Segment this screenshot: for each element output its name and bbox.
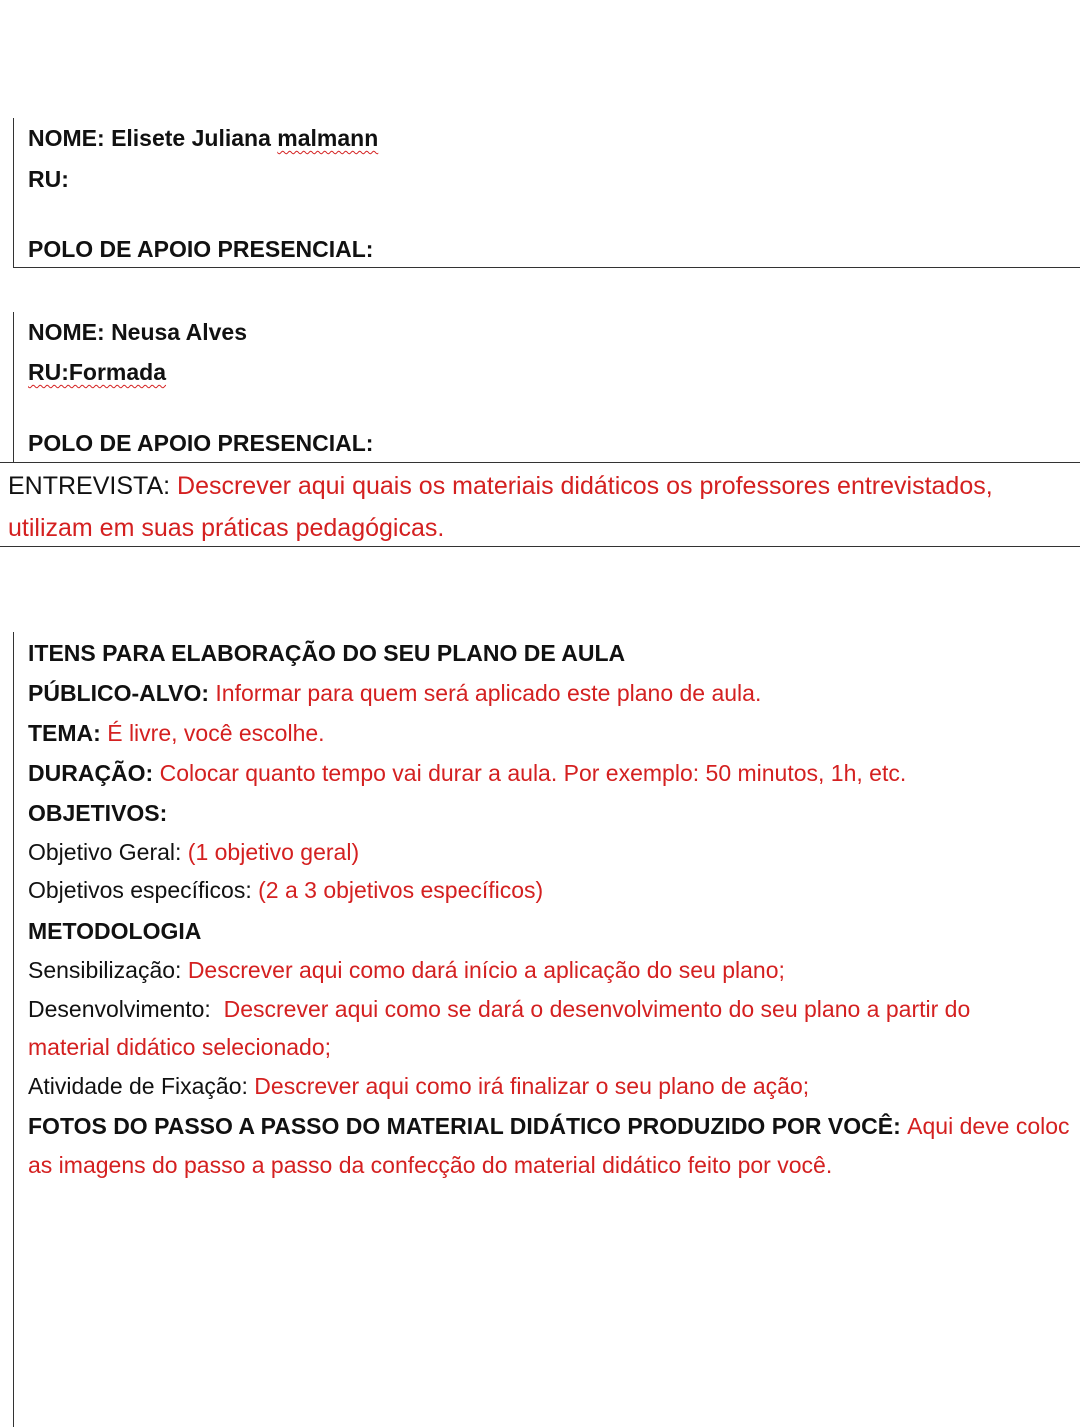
desenvolvimento-text-line2: material didático selecionado; xyxy=(28,1034,332,1060)
objetivos-heading: OBJETIVOS: xyxy=(28,800,168,826)
block1-nome xyxy=(28,123,378,153)
sensibilizacao-text: Descrever aqui como dará início a aplicação do seu plano; xyxy=(187,957,785,983)
block2-ru xyxy=(28,357,166,387)
sensibilizacao xyxy=(28,955,785,985)
metodologia-heading: METODOLOGIA xyxy=(28,918,202,944)
objetivos-especificos xyxy=(28,875,543,905)
entrevista-label: ENTREVISTA: xyxy=(8,472,178,500)
duracao-text: Colocar quanto tempo vai durar a aula. Por exemplo: 50 minutos, 1h, etc. xyxy=(159,760,907,786)
objetivos-especificos-text: (2 a 3 objetivos específicos) xyxy=(258,877,544,903)
desenvolvimento-label: Desenvolvimento: xyxy=(28,996,224,1022)
divider-block1 xyxy=(13,267,1080,268)
fotos-text-line1: Aqui deve coloc xyxy=(907,1113,1070,1139)
entrevista-text: Descrever aqui quais os materiais didáticos os professores entrevistados, utilizam em suas práticas pedagógicas. xyxy=(8,472,993,542)
publico-alvo-text: Informar para quem será aplicado este plano de aula. xyxy=(215,680,762,706)
block2-nome xyxy=(28,317,247,347)
publico-alvo xyxy=(28,678,761,708)
block1-nome-misspelled: malmann xyxy=(277,125,379,151)
tema-text: É livre, você escolhe. xyxy=(107,720,325,746)
fixacao-text: Descrever aqui como irá finalizar o seu plano de ação; xyxy=(254,1073,810,1099)
block2-polo: POLO DE APOIO PRESENCIAL: xyxy=(28,430,374,456)
objetivo-geral xyxy=(28,837,359,867)
block2-ru-text: RU:Formada xyxy=(28,359,167,385)
margin-line-items xyxy=(13,632,14,1427)
block1-nome-value: Elisete Juliana xyxy=(111,125,278,151)
duracao-label: DURAÇÃO: xyxy=(28,760,160,786)
fotos-label: FOTOS DO PASSO A PASSO DO MATERIAL DIDÁTICO PRODUZIDO POR VOCÊ: xyxy=(28,1113,908,1139)
objetivos-especificos-label: Objetivos específicos: xyxy=(28,877,259,903)
margin-line-block2 xyxy=(13,312,14,462)
fotos-text-line2: as imagens do passo a passo da confecção do material didático feito por você. xyxy=(28,1152,833,1178)
atividade-fixacao xyxy=(28,1071,809,1101)
itens-heading: ITENS PARA ELABORAÇÃO DO SEU PLANO DE AULA xyxy=(28,640,626,666)
block2-nome-label: NOME: xyxy=(28,319,112,345)
sensibilizacao-label: Sensibilização: xyxy=(28,957,188,983)
publico-alvo-label: PÚBLICO-ALVO: xyxy=(28,680,216,706)
divider-block2 xyxy=(0,462,1080,463)
fixacao-label: Atividade de Fixação: xyxy=(28,1073,255,1099)
block1-ru: RU: xyxy=(28,166,69,192)
block1-polo: POLO DE APOIO PRESENCIAL: xyxy=(28,236,374,262)
objetivo-geral-label: Objetivo Geral: xyxy=(28,839,188,865)
desenvolvimento xyxy=(28,994,970,1024)
block2-nome-value: Neusa Alves xyxy=(111,319,248,345)
entrevista-paragraph xyxy=(8,465,1074,549)
desenvolvimento-text-line1: Descrever aqui como se dará o desenvolvimento do seu plano a partir do xyxy=(223,996,971,1022)
duracao xyxy=(28,758,906,788)
objetivo-geral-text: (1 objetivo geral) xyxy=(187,839,360,865)
block1-nome-label: NOME: xyxy=(28,125,112,151)
margin-line-block1 xyxy=(13,118,14,268)
tema xyxy=(28,718,325,748)
fotos xyxy=(28,1111,1070,1141)
tema-label: TEMA: xyxy=(28,720,108,746)
